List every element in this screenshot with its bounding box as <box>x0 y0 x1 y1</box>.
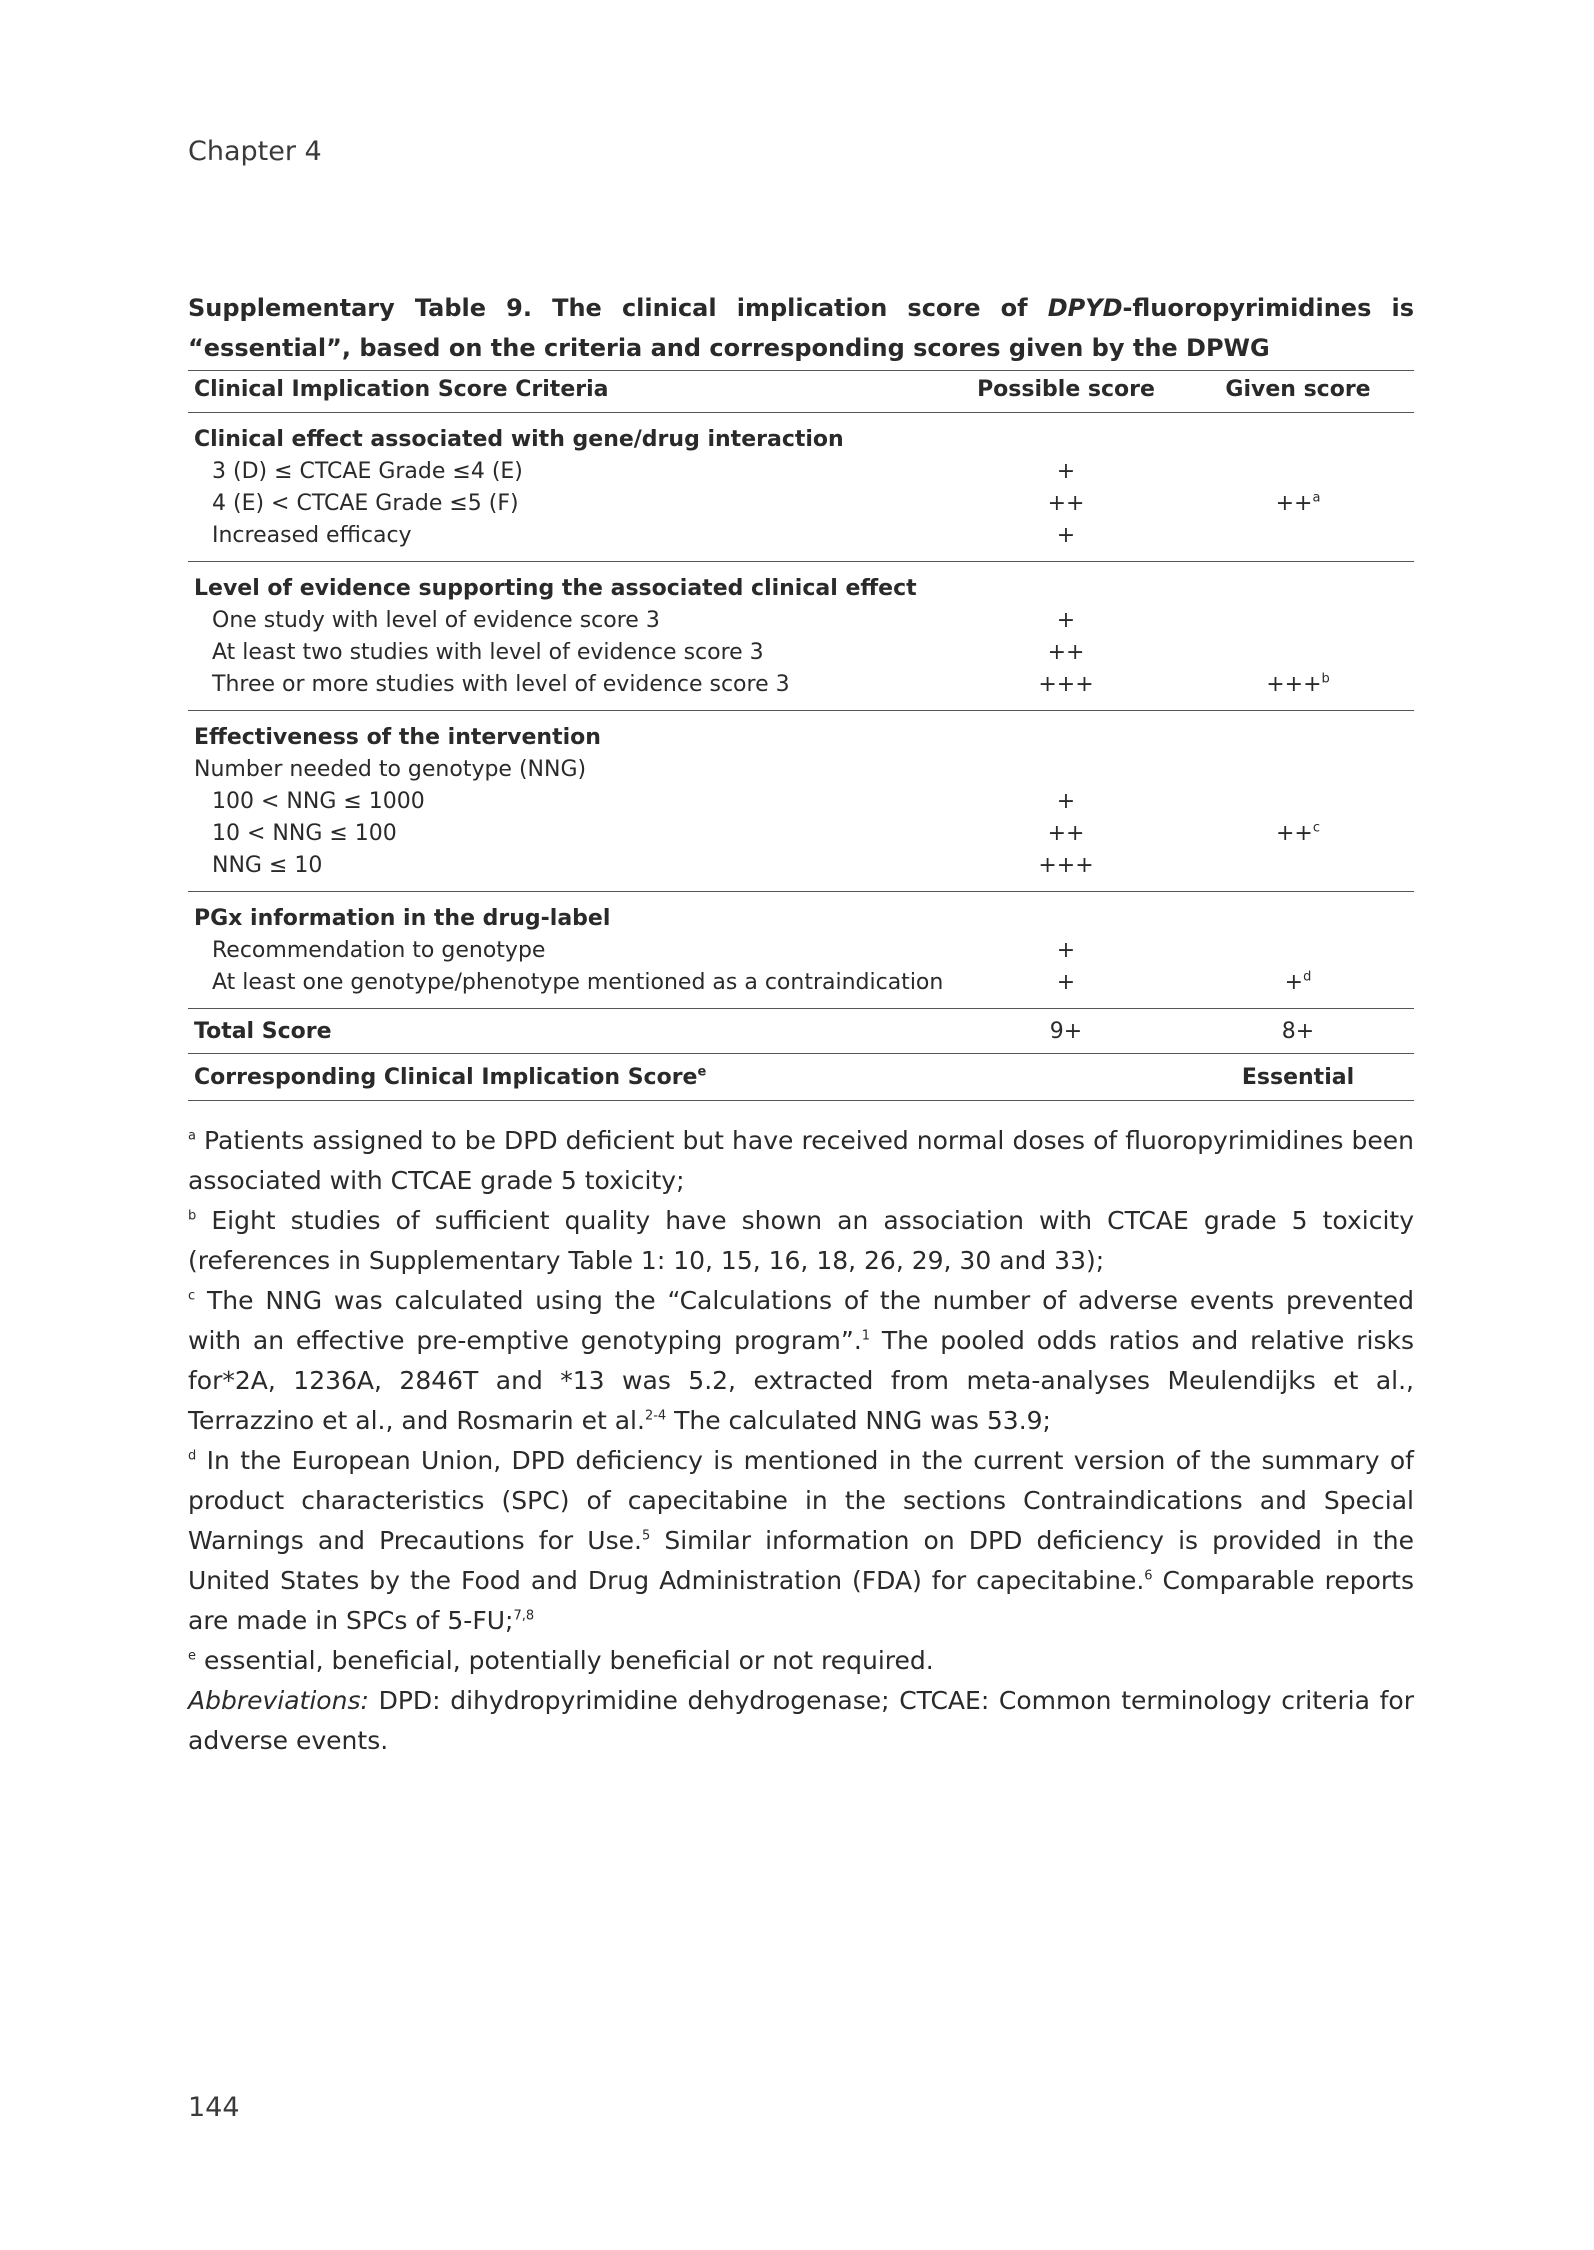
footnote-mark: e <box>188 1648 196 1664</box>
row-label: At least one genotype/phenotype mentioned as a contraindication <box>188 966 950 1009</box>
table-caption <box>188 288 1414 368</box>
chapter-header: Chapter 4 <box>188 136 322 167</box>
table-row <box>188 519 1414 562</box>
reference-mark: 1 <box>861 1328 871 1344</box>
corresponding-possible-score <box>950 1054 1182 1101</box>
footnote-mark: b <box>1321 671 1330 687</box>
table-row <box>188 604 1414 636</box>
table-row <box>188 966 1414 1009</box>
row-label: NNG ≤ 10 <box>188 849 950 892</box>
reference-mark: 5 <box>641 1528 651 1544</box>
row-label: Increased efficacy <box>188 519 950 562</box>
given-score-value: ++ <box>1275 490 1313 516</box>
footnote-mark: c <box>1312 820 1321 836</box>
total-given-score: 8+ <box>1182 1009 1414 1054</box>
caption-prefix: Supplementary Table 9. The clinical implication score of <box>188 294 1048 322</box>
table-row <box>188 849 1414 892</box>
given-score <box>1182 785 1414 817</box>
possible-score: + <box>1056 458 1076 484</box>
table-row <box>188 636 1414 668</box>
given-score <box>1182 668 1414 711</box>
row-label: 10 < NNG ≤ 100 <box>212 820 397 846</box>
footnote-text: Eight studies of sufficient quality have shown an association with CTCAE grade 5 toxicity (references in Supplementary Table 1: 10, 15, 16, 18, 26, 29, 30 and 33); <box>188 1206 1414 1275</box>
total-possible-score: 9+ <box>950 1009 1182 1054</box>
abbreviations-text: DPD: dihydropyrimidine dehydrogenase; CTCAE: Common terminology criteria for adverse events. <box>188 1686 1414 1755</box>
footnote-text: The NNG was calculated using the “Calculations of the number of adverse events prevented with an effective pre-emptive genotyping program”. <box>188 1286 1414 1355</box>
row-label: Recommendation to genotype <box>212 937 546 963</box>
possible-score: +++ <box>950 668 1182 711</box>
row-label: Three or more studies with level of evidence score 3 <box>188 668 950 711</box>
possible-score: ++ <box>1047 820 1085 846</box>
group-title: PGx information in the drug-label <box>194 905 611 931</box>
row-label: 100 < NNG ≤ 1000 <box>212 788 425 814</box>
corresponding-label: Corresponding Clinical Implication Score <box>194 1064 698 1090</box>
group-title-row <box>188 562 1414 605</box>
footnote-mark: e <box>697 1064 707 1080</box>
group-title-row <box>188 711 1414 754</box>
given-score <box>1182 966 1414 1009</box>
footnote-b <box>188 1201 1414 1281</box>
given-score <box>1182 604 1414 636</box>
group-title: Effectiveness of the intervention <box>194 724 601 750</box>
table-row <box>188 817 1414 849</box>
footnote-text: Similar information on DPD deficiency is provided in the United States by the Food and Drug Administration (FDA) for capecitabine. <box>188 1526 1414 1595</box>
given-score <box>1182 817 1414 849</box>
footnote-text: The calculated NNG was 53.9; <box>666 1406 1051 1435</box>
group-title: Level of evidence supporting the associated clinical effect <box>194 575 917 601</box>
table-row <box>188 785 1414 817</box>
footnote-mark: a <box>188 1128 196 1144</box>
footnote-d <box>188 1441 1414 1641</box>
reference-mark: 6 <box>1144 1568 1153 1584</box>
possible-score: + <box>1056 788 1076 814</box>
row-label: At least two studies with level of evidence score 3 <box>212 639 764 665</box>
given-score <box>1182 519 1414 562</box>
abbreviations <box>188 1681 1414 1761</box>
table-header-row <box>188 371 1414 413</box>
possible-score: + <box>1056 607 1076 633</box>
header-given-score: Given score <box>1182 371 1414 413</box>
total-label: Total Score <box>188 1009 950 1054</box>
group-title: Clinical effect associated with gene/drug interaction <box>194 426 844 452</box>
given-score <box>1182 487 1414 519</box>
given-score-value: ++ <box>1275 820 1313 846</box>
row-label: 3 (D) ≤ CTCAE Grade ≤4 (E) <box>212 458 523 484</box>
footnotes <box>188 1121 1414 1761</box>
given-score-value: + <box>1284 969 1304 995</box>
abbreviations-label: Abbreviations: <box>188 1686 369 1715</box>
group-title-row <box>188 413 1414 456</box>
given-score <box>1182 455 1414 487</box>
possible-score: ++ <box>1047 639 1085 665</box>
page-number: 144 <box>188 2092 240 2123</box>
footnote-e <box>188 1641 1414 1681</box>
given-score <box>1182 934 1414 966</box>
possible-score: + <box>950 519 1182 562</box>
table-row <box>188 934 1414 966</box>
footnote-text: Patients assigned to be DPD deficient but have received normal doses of fluoropyrimidines been associated with CTCAE grade 5 toxicity; <box>188 1126 1414 1195</box>
footnote-mark: a <box>1312 490 1321 506</box>
corresponding-given-score: Essential <box>1182 1054 1414 1101</box>
corresponding-row <box>188 1054 1414 1101</box>
footnote-mark: d <box>1303 969 1312 985</box>
given-score <box>1182 636 1414 668</box>
header-possible-score: Possible score <box>950 371 1182 413</box>
total-row <box>188 1009 1414 1054</box>
caption-gene: DPYD <box>1047 294 1123 322</box>
group-subtitle: Number needed to genotype (NNG) <box>194 756 587 782</box>
footnote-mark: b <box>188 1208 197 1224</box>
reference-mark: 2-4 <box>644 1408 667 1424</box>
header-criteria: Clinical Implication Score Criteria <box>188 371 950 413</box>
possible-score: + <box>950 966 1182 1009</box>
possible-score: +++ <box>950 849 1182 892</box>
possible-score: ++ <box>1047 490 1085 516</box>
group-title-row <box>188 892 1414 935</box>
page-content <box>188 288 1414 1761</box>
footnote-text: essential, beneficial, potentially beneficial or not required. <box>196 1646 934 1675</box>
possible-score: + <box>1056 937 1076 963</box>
footnote-text: In the European Union, DPD deficiency is mentioned in the current version of the summary of product characteristics (SPC) of capecitabine in the sections Contraindications and Special Warnings and Precautions for Use. <box>188 1446 1414 1555</box>
footnote-text: Comparable reports are made in SPCs of 5-FU; <box>188 1566 1414 1635</box>
footnote-mark: c <box>188 1288 196 1304</box>
given-score-value: +++ <box>1266 671 1322 697</box>
footnote-text: The pooled odds ratios and relative risks for*2A, 1236A, 2846T and *13 was 5.2, extracted from meta-analyses Meulendijks et al., Terrazzino et al., and Rosmarin et al. <box>188 1326 1414 1435</box>
group-subtitle-row <box>188 753 1414 785</box>
reference-mark: 7,8 <box>513 1608 535 1624</box>
row-label: One study with level of evidence score 3 <box>212 607 660 633</box>
given-score <box>1182 849 1414 892</box>
table-row <box>188 487 1414 519</box>
table-row <box>188 668 1414 711</box>
row-label: 4 (E) < CTCAE Grade ≤5 (F) <box>212 490 519 516</box>
footnote-a <box>188 1121 1414 1201</box>
caption-suffix: -fluoropyrimidines is “essential”, based on the criteria and corresponding scores given by the DPWG <box>188 294 1414 362</box>
footnote-mark: d <box>188 1448 197 1464</box>
footnote-c <box>188 1281 1414 1441</box>
table-row <box>188 455 1414 487</box>
score-table <box>188 370 1414 1101</box>
corresponding-label-cell <box>188 1054 950 1101</box>
